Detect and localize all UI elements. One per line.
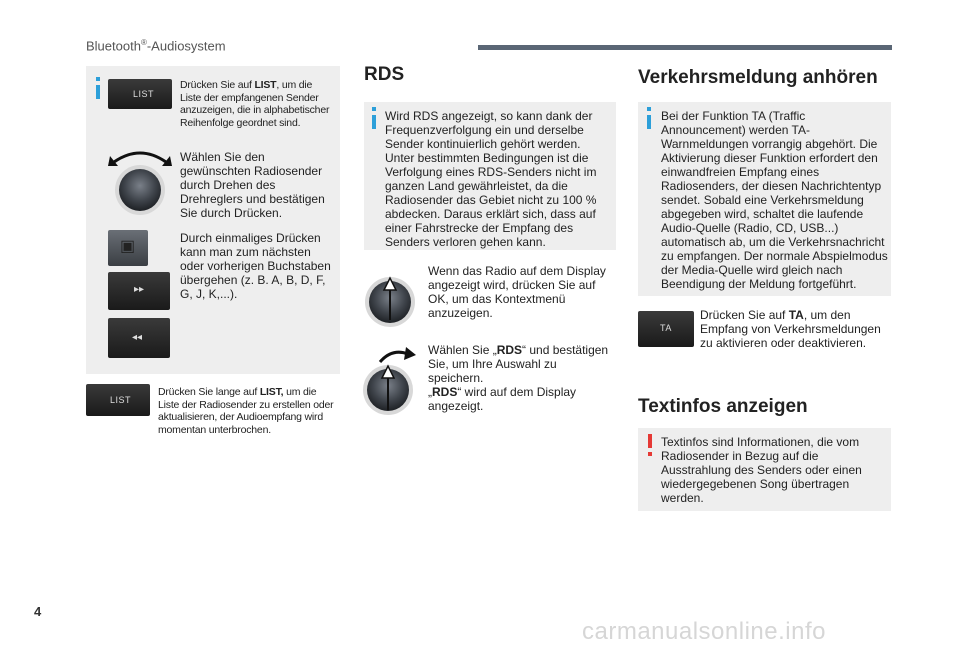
textinfo-title: Textinfos anzeigen bbox=[638, 396, 808, 417]
list-button-image-long: LIST bbox=[86, 384, 150, 416]
ta-button-image: TA bbox=[638, 311, 694, 347]
traffic-title: Verkehrsmeldung anhören bbox=[638, 67, 878, 88]
rds-step-select: Wählen Sie „RDS“ und bestätigen Sie, um Ihre Auswahl zu speichern. „RDS“ wird auf dem Display angezeigt. bbox=[428, 343, 609, 413]
seek-instruction: Durch einmaliges Drücken kann man zum nächsten oder vorherigen Buchstaben übergehen (z. B. A, B, D, F, G, J, K,...). bbox=[180, 231, 331, 301]
traffic-info-text: Bei der Funktion TA (Traffic Announcement) werden TA-Warnmeldungen vorrangig abgehört. Die Aktivierung dieser Funktion erfordert den einwandfreien Empfang eines Radiosenders, der diesen Nachrichtentyp sendet. Sobald eine Verkehrsmeldung abgegeben wird, schaltet die laufende Audio-Quelle (Radio, CD, USB...) automatisch ab, um die Verkehrsnachricht zu empfangen. Der normale Abspielmodus der Media-Quelle wird gleich nach Beendigung der Meldung fortgeführt. bbox=[661, 109, 888, 291]
knob-instruction: Wählen Sie den gewünschten Radiosender durch Drehen des Drehreglers und bestätigen Sie durch Drücken. bbox=[180, 150, 325, 220]
list-button-image: LIST bbox=[108, 79, 172, 109]
rotary-knob-image bbox=[106, 146, 174, 216]
list-instruction: Drücken Sie auf LIST, um die Liste der empfangenen Sender anzuzeigen, die in alphabetischer Reihenfolge geordnet sind. bbox=[180, 79, 330, 129]
next-button-image: ▸▸ bbox=[108, 272, 170, 310]
header-bar bbox=[478, 45, 892, 50]
section-header: Bluetooth®-Audiosystem bbox=[86, 38, 226, 54]
info-icon bbox=[96, 85, 100, 99]
select-knob-image bbox=[356, 344, 424, 420]
rds-step-ok: Wenn das Radio auf dem Display angezeigt wird, drücken Sie auf OK, um das Kontextmenü anzuzeigen. bbox=[428, 264, 606, 320]
steering-control-image: ▣ bbox=[108, 230, 148, 266]
textinfo-warning-text: Textinfos sind Informationen, die vom Radiosender in Bezug auf die Ausstrahlung des Senders oder einen wiedergegebenen Song übertragen werden. bbox=[661, 435, 862, 505]
page-number: 4 bbox=[34, 604, 42, 619]
rds-info-text: Wird RDS angezeigt, so kann dank der Frequenzverfolgung ein und derselbe Sender kontinuierlich gehört werden. Unter bestimmten Bedingungen ist die Verfolgung eines RDS-Senders nicht im ganzen Land gewährleistet, da die Radiosender das Gebiet nicht zu 100 % abdecken. Daraus erklärt sich, dass auf einer Fahrstrecke der Empfang des Senders verloren gehen kann. bbox=[385, 109, 597, 249]
watermark: carmanualsonline.info bbox=[582, 618, 826, 645]
warning-icon bbox=[648, 434, 652, 448]
rds-title: RDS bbox=[364, 64, 405, 85]
previous-button-image: ◂◂ bbox=[108, 318, 170, 358]
info-icon bbox=[372, 115, 376, 129]
ta-instruction: Drücken Sie auf TA, um den Empfang von Verkehrsmeldungen zu aktivieren oder deaktivieren. bbox=[700, 308, 881, 350]
ok-knob-image bbox=[358, 262, 422, 334]
list-long-instruction: Drücken Sie lange auf LIST, um die Liste der Radiosender zu erstellen oder aktualisieren, der Audioempfang wird momentan unterbrochen. bbox=[158, 386, 334, 436]
info-icon bbox=[647, 115, 651, 129]
